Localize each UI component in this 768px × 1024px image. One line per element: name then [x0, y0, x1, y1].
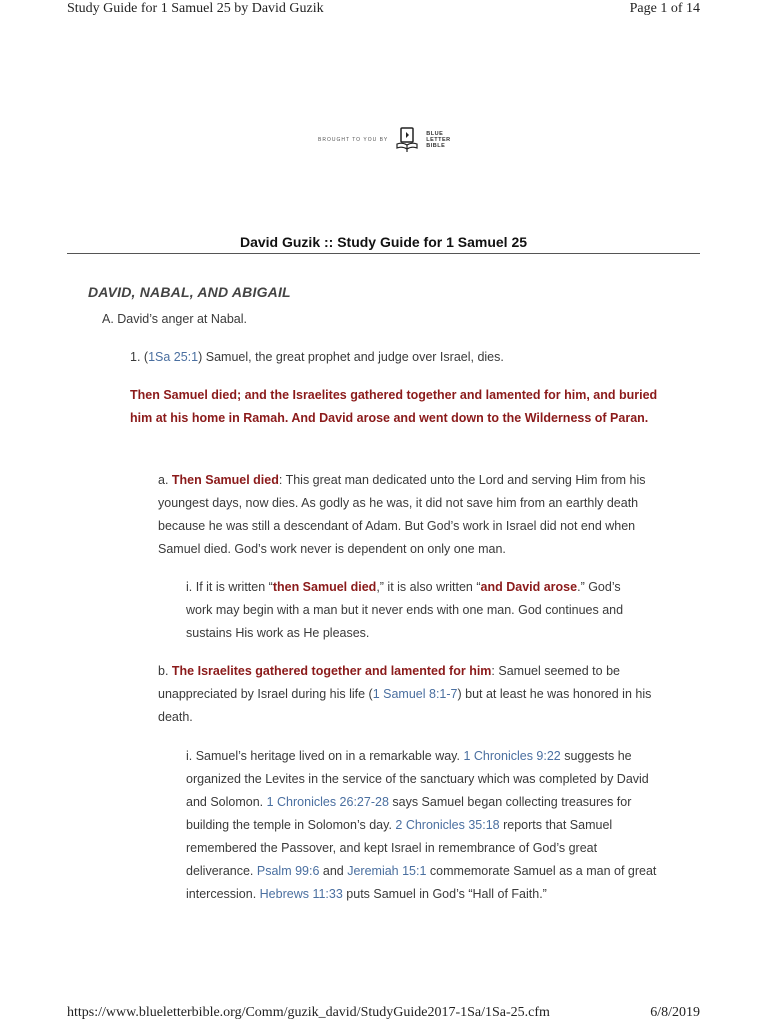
print-header-page: Page 1 of 14: [629, 1, 700, 16]
ref-link-1-samuel-8[interactable]: 1 Samuel 8:1-7: [372, 687, 458, 701]
brand-name-line2: LETTER: [426, 137, 451, 143]
point-b-text-1: : Samuel seemed to be unappreciated by Israel during his life (: [158, 664, 620, 701]
point-b-i-text-1: i. Samuel’s heritage lived on in a remarkable way.: [186, 749, 464, 763]
point-a-text: : This great man dedicated unto the Lord and serving Him from his youngest days, now dies. As godly as he was, it did not save him from an earthly death because he was still a descendant of Adam. But God’s work in Israel did not end when Samuel died. God’s work never is dependent on only one man.: [158, 473, 646, 556]
ref-link-hebrews-11[interactable]: Hebrews 11:33: [259, 887, 343, 901]
outline-point-b-i: [186, 745, 666, 906]
point-a-i-text: .” God’s work may begin with a man but it never ends with one man. God continues and sustains His work as He pleases.: [186, 580, 624, 640]
brand-name-line1: BLUE: [426, 131, 444, 137]
outline-heading-a: A. David’s anger at Nabal.: [102, 312, 247, 326]
print-footer-date: 6/8/2019: [650, 1005, 700, 1020]
scripture-quote: Then Samuel died; and the Israelites gathered together and lamented for him, and buried him at his home in Ramah. And David arose and went down to the Wilderness of Paran.: [130, 388, 658, 425]
point-b-i-text-3: says Samuel began collecting treasures for building the temple in Solomon’s day.: [186, 795, 632, 832]
print-footer: [67, 1005, 700, 1021]
point-a-i-emphasis-2: and David arose: [480, 580, 578, 594]
outline-point-a-i: [186, 576, 646, 645]
outline-point-a: [158, 469, 668, 561]
brand-name: [426, 131, 450, 149]
title-divider: [67, 253, 700, 254]
point-1-prefix: 1. (: [130, 350, 149, 364]
open-book-icon: [396, 127, 418, 153]
ref-link-1-chronicles-9[interactable]: 1 Chronicles 9:22: [463, 749, 561, 763]
ref-link-1sa-25-1[interactable]: 1Sa 25:1: [148, 350, 199, 364]
point-a-i-emphasis-1: then Samuel died: [272, 580, 377, 594]
ref-link-1-chronicles-26[interactable]: 1 Chronicles 26:27-28: [266, 795, 389, 809]
brand-tagline: BROUGHT TO YOU BY: [318, 137, 389, 143]
ref-link-jeremiah-15[interactable]: Jeremiah 15:1: [347, 864, 427, 878]
ref-link-2-chronicles-35[interactable]: 2 Chronicles 35:18: [395, 818, 500, 832]
point-a-i-mid: ,” it is also written “: [376, 580, 481, 594]
point-b-i-text-5: and: [319, 864, 348, 878]
point-a-i-prefix: i. If it is written “: [186, 580, 273, 594]
point-b-i-text-2: suggests he organized the Levites in the service of the sanctuary which was completed by David and Solomon.: [186, 749, 649, 809]
outline-point-1: [130, 346, 690, 369]
point-b-i-text-6: commemorate Samuel as a man of great intercession.: [186, 864, 657, 901]
section-title: DAVID, NABAL, AND ABIGAIL: [88, 284, 291, 300]
outline-point-b: [158, 660, 668, 729]
ref-link-psalm-99[interactable]: Psalm 99:6: [256, 864, 320, 878]
print-footer-url: https://www.blueletterbible.org/Comm/guzik_david/StudyGuide2017-1Sa/1Sa-25.cfm: [67, 1005, 550, 1020]
point-b-i-text-7: puts Samuel in God’s “Hall of Faith.”: [342, 887, 547, 901]
point-1-text: ) Samuel, the great prophet and judge over Israel, dies.: [198, 350, 504, 364]
document-title: David Guzik :: Study Guide for 1 Samuel 25: [239, 234, 528, 250]
print-header-title: Study Guide for 1 Samuel 25 by David Guzik: [67, 1, 324, 16]
point-b-i-text-4: reports that Samuel remembered the Passover, and kept Israel in remembrance of God’s great deliverance.: [186, 818, 613, 878]
point-b-text-2: ) but at least he was honored in his death.: [158, 687, 652, 724]
point-b-emphasis: The Israelites gathered together and lamented for him: [171, 664, 492, 678]
point-a-label: a.: [158, 473, 172, 487]
point-b-label: b.: [158, 664, 172, 678]
brand-name-line3: BIBLE: [426, 143, 446, 149]
point-a-emphasis: Then Samuel died: [171, 473, 279, 487]
brand-banner[interactable]: [318, 127, 451, 153]
print-header: [67, 1, 700, 17]
